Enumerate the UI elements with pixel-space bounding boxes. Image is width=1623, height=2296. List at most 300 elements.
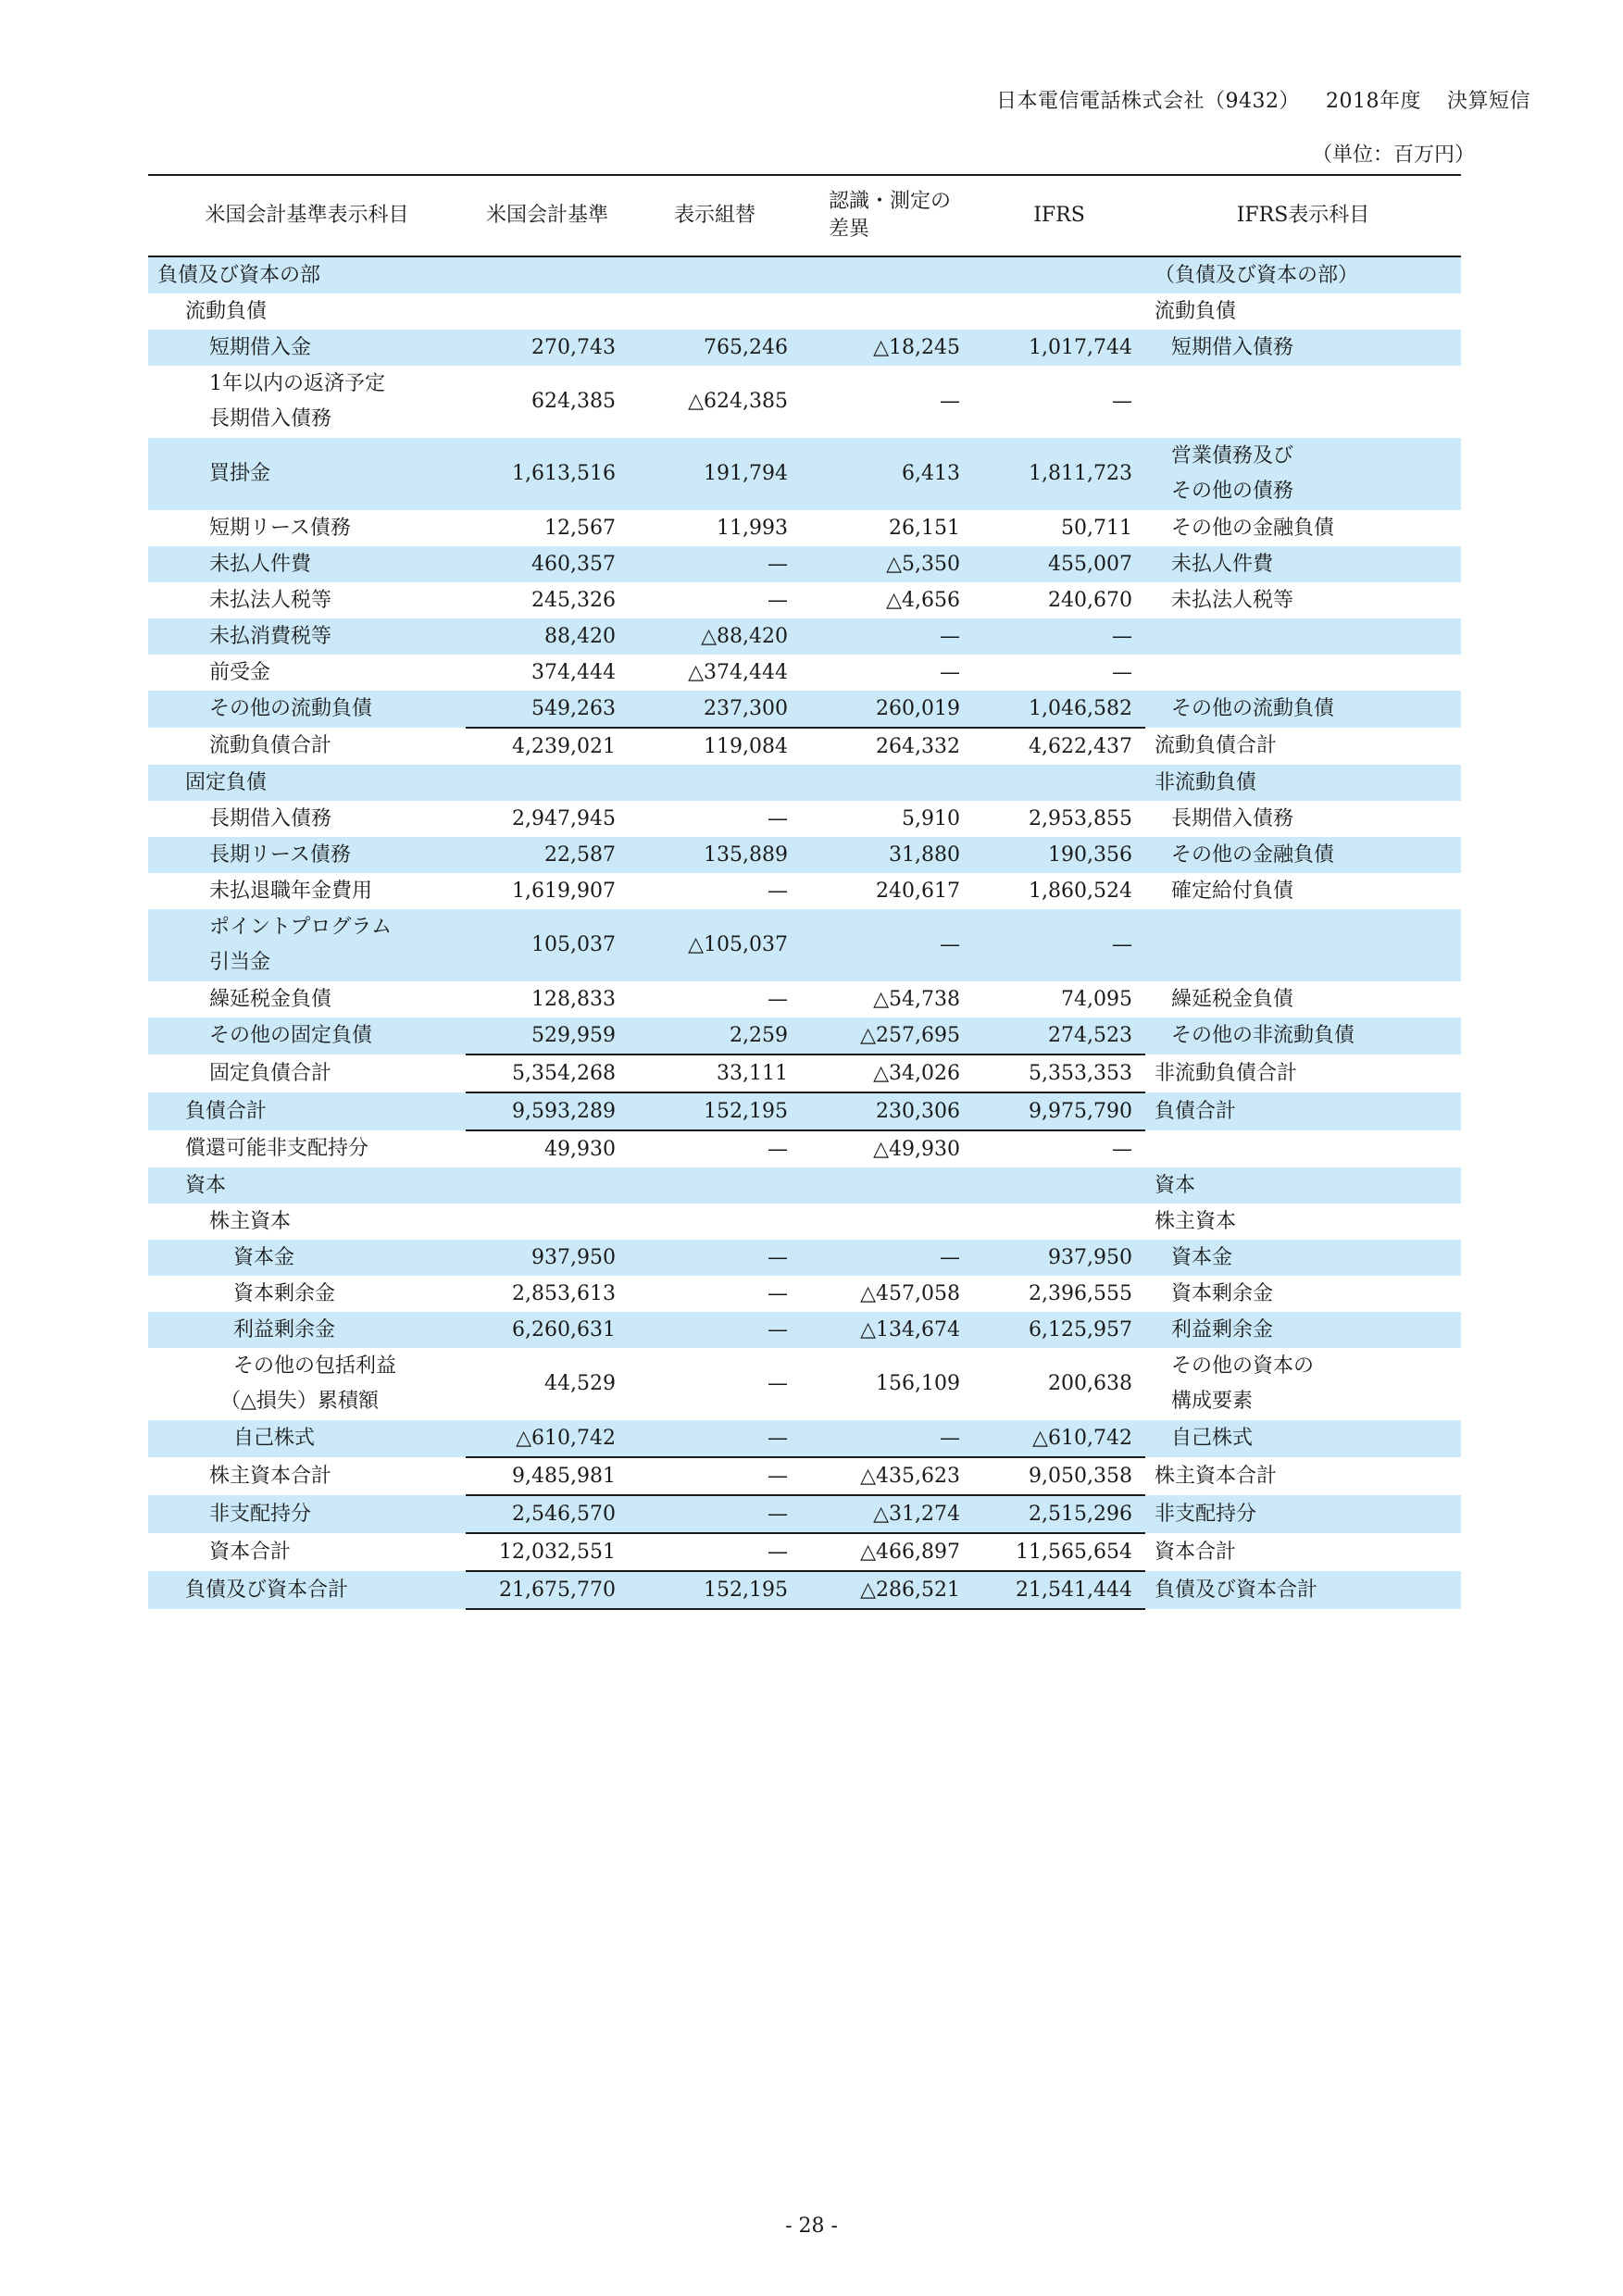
us-gaap-amount [466,256,629,293]
ifrs-amount: 21,541,444 [973,1571,1145,1609]
us-gaap-amount [466,765,629,801]
ifrs-item-cell [1145,1571,1461,1609]
ifrs-item-cell [1145,618,1461,655]
ifrs-amount: — [1112,660,1132,684]
recognition-diff-amount: — [940,660,960,684]
col-header-ifrs-item: IFRS表示科目 [1145,175,1461,256]
ifrs-amount: 2,396,555 [1029,1281,1132,1305]
us-gaap-item-label: 負債合計 [185,1099,268,1123]
us-gaap-item-cell [148,1054,466,1092]
us-gaap-amount: 9,593,289 [466,1092,629,1130]
recognition-diff-amount: 26,151 [889,516,960,540]
us-gaap-amount: 4,239,021 [466,728,629,765]
table-row [148,293,1461,330]
recognition-diff-amount: 31,880 [801,837,973,873]
us-gaap-item-label: 未払消費税等 [209,624,332,648]
reconciliation-table [148,174,1461,1610]
table-row [148,1240,1461,1276]
table-row [148,981,1461,1017]
us-gaap-item-cell [148,909,466,981]
us-gaap-item-cell [148,582,466,618]
table-row [148,582,1461,618]
reclass-amount: — [768,987,788,1011]
us-gaap-item-cell [148,1240,466,1276]
recognition-diff-amount [801,1204,973,1240]
ifrs-item-label: その他の資本の [1171,1354,1315,1378]
us-gaap-item-label: 長期リース債務 [209,842,351,867]
table-row [148,438,1461,510]
ifrs-amount: — [1112,390,1132,413]
ifrs-item-label: 株主資本 [1155,1209,1237,1233]
table-row [148,691,1461,728]
us-gaap-item-cell [148,1167,466,1204]
us-gaap-item-label: 償還可能非支配持分 [185,1137,369,1160]
table-row [148,1348,1461,1420]
us-gaap-item-label: ポイントプログラム [209,916,393,939]
col-header-us-gaap: 米国会計基準 [466,175,629,256]
table-row [148,1204,1461,1240]
ifrs-item-label: （負債及び資本の部） [1155,263,1359,287]
ifrs-amount: 937,950 [973,1240,1145,1276]
reclass-amount: — [629,1495,801,1533]
company-name: 日本電信電話株式会社（9432） [995,90,1300,113]
us-gaap-item-cell [148,1420,466,1457]
reclass-amount: 152,195 [629,1571,801,1609]
us-gaap-item-label: 負債及び資本合計 [185,1578,349,1602]
table-row [148,1130,1461,1167]
ifrs-amount: 1,017,744 [973,330,1145,366]
us-gaap-item-cell [148,1312,466,1348]
reclass-amount: 152,195 [629,1092,801,1130]
ifrs-item-label: 流動負債合計 [1155,734,1278,757]
us-gaap-item-label-line2: 引当金 [209,951,271,974]
ifrs-amount: 9,975,790 [973,1092,1145,1130]
us-gaap-item-label: 未払退職年金費用 [209,879,373,903]
recognition-diff-amount: — [801,618,973,655]
ifrs-amount: 2,515,296 [973,1495,1145,1533]
us-gaap-amount: 374,444 [531,660,616,684]
ifrs-item-label-line2: 構成要素 [1171,1390,1254,1413]
us-gaap-item-cell [148,618,466,655]
ifrs-amount [973,256,1145,293]
ifrs-item-label: 営業債務及び [1171,444,1294,468]
reclass-amount: 191,794 [629,438,801,510]
col-header-recognition [801,175,973,256]
us-gaap-item-label: 資本剰余金 [233,1281,336,1305]
recognition-diff-amount: 5,910 [902,806,960,830]
ifrs-item-cell [1145,510,1461,546]
ifrs-amount [973,1167,1145,1204]
ifrs-amount: 190,356 [973,837,1145,873]
recognition-diff-amount: △286,521 [801,1571,973,1609]
us-gaap-amount: 460,357 [466,546,629,582]
ifrs-item-cell [1145,1167,1461,1204]
recognition-diff-amount: △466,897 [801,1533,973,1571]
reclass-amount: — [768,806,788,830]
ifrs-item-cell [1145,1533,1461,1571]
us-gaap-item-label: 非支配持分 [209,1502,312,1526]
reclass-amount [629,256,801,293]
table-row [148,366,1461,438]
reclass-amount: △105,037 [629,909,801,981]
us-gaap-amount: 2,947,945 [512,806,616,830]
ifrs-item-cell [1145,1312,1461,1348]
table-body [148,256,1461,1609]
us-gaap-item-label: 株主資本合計 [209,1464,332,1488]
reclass-amount: 11,993 [717,516,788,540]
ifrs-amount: 74,095 [1061,987,1132,1011]
recognition-diff-amount: — [801,909,973,981]
ifrs-item-cell [1145,1240,1461,1276]
us-gaap-amount: 937,950 [466,1240,629,1276]
table-row [148,873,1461,909]
reclass-amount: 237,300 [629,691,801,728]
ifrs-item-label: 非支配持分 [1155,1502,1257,1526]
ifrs-item-cell [1145,728,1461,765]
us-gaap-amount: △610,742 [466,1420,629,1457]
reclass-amount: — [629,546,801,582]
ifrs-amount: 1,860,524 [1029,879,1132,903]
ifrs-item-label: その他の金融負債 [1171,516,1335,540]
ifrs-item-label: 短期借入債務 [1171,335,1294,359]
us-gaap-amount: 49,930 [466,1130,629,1167]
ifrs-amount: △610,742 [973,1420,1145,1457]
table-row [148,510,1461,546]
ifrs-item-label: 資本剰余金 [1171,1281,1274,1305]
us-gaap-amount: 22,587 [466,837,629,873]
col-header-recognition-line1: 認識・測定の [829,190,952,213]
table-row [148,1312,1461,1348]
us-gaap-item-cell [148,330,466,366]
recognition-diff-amount: △18,245 [801,330,973,366]
us-gaap-item-label: 負債及び資本の部 [157,263,321,287]
recognition-diff-amount: 264,332 [801,728,973,765]
ifrs-item-label: 確定給付負債 [1171,879,1294,903]
ifrs-item-cell [1145,837,1461,873]
table-row [148,1571,1461,1609]
table-row [148,1092,1461,1130]
ifrs-item-label: 負債及び資本合計 [1155,1578,1318,1602]
ifrs-amount [973,293,1145,330]
recognition-diff-amount: △34,026 [801,1054,973,1092]
us-gaap-item-label: 未払法人税等 [209,588,332,612]
us-gaap-amount: 6,260,631 [466,1312,629,1348]
us-gaap-amount: 105,037 [466,909,629,981]
us-gaap-item-label: 流動負債合計 [209,734,332,757]
reclass-amount: 119,084 [629,728,801,765]
ifrs-item-label: 自己株式 [1171,1427,1254,1450]
reclass-amount: — [629,1457,801,1495]
us-gaap-item-cell [148,546,466,582]
us-gaap-amount [466,293,629,330]
us-gaap-item-label: 1年以内の返済予定 [209,372,385,395]
recognition-diff-amount: △4,656 [886,588,960,612]
ifrs-amount: 1,046,582 [973,691,1145,728]
us-gaap-item-cell [148,1457,466,1495]
ifrs-item-cell [1145,909,1461,981]
reclass-amount: — [629,1533,801,1571]
recognition-diff-amount: 156,109 [876,1372,960,1395]
us-gaap-item-cell [148,1204,466,1240]
ifrs-amount [973,765,1145,801]
ifrs-item-label: 非流動負債 [1155,770,1257,794]
ifrs-item-label: 負債合計 [1155,1099,1237,1123]
us-gaap-item-label: 株主資本 [209,1209,292,1233]
us-gaap-item-cell [148,801,466,837]
us-gaap-amount: 270,743 [466,330,629,366]
us-gaap-item-label: その他の流動負債 [209,697,373,720]
ifrs-amount: 274,523 [973,1017,1145,1054]
us-gaap-amount: 12,567 [544,516,616,540]
reclass-amount: — [768,1372,788,1395]
ifrs-amount: 200,638 [1048,1372,1132,1395]
ifrs-amount: — [973,1130,1145,1167]
us-gaap-item-cell [148,1276,466,1312]
ifrs-item-label: その他の金融負債 [1171,842,1335,867]
ifrs-item-label: 資本合計 [1155,1540,1237,1564]
ifrs-item-cell [1145,1348,1461,1420]
ifrs-item-cell [1145,1092,1461,1130]
page-number: - 28 - [785,2215,838,2238]
us-gaap-item-cell [148,1533,466,1571]
ifrs-amount: 4,622,437 [973,728,1145,765]
table-row [148,655,1461,691]
recognition-diff-amount: △134,674 [801,1312,973,1348]
ifrs-item-cell [1145,1017,1461,1054]
us-gaap-amount: 624,385 [531,390,616,413]
reclass-amount: △624,385 [688,390,788,413]
recognition-diff-amount: △31,274 [801,1495,973,1533]
us-gaap-item-label: 買掛金 [209,462,271,485]
ifrs-amount: 455,007 [973,546,1145,582]
us-gaap-amount: 1,613,516 [466,438,629,510]
reclass-amount: 765,246 [629,330,801,366]
table-row [148,618,1461,655]
recognition-diff-amount [801,1167,973,1204]
document-type: 決算短信 [1446,90,1530,113]
us-gaap-item-label: 短期借入金 [209,335,312,359]
us-gaap-item-cell [148,873,466,909]
ifrs-item-label: その他の流動負債 [1171,697,1335,720]
document-header [970,85,1530,114]
ifrs-item-label: 資本 [1155,1173,1196,1197]
ifrs-amount: 50,711 [1061,516,1132,540]
recognition-diff-amount: 6,413 [801,438,973,510]
table-row [148,1457,1461,1495]
us-gaap-amount: 2,546,570 [466,1495,629,1533]
col-header-ifrs: IFRS [973,175,1145,256]
us-gaap-item-cell [148,438,466,510]
ifrs-item-cell [1145,1495,1461,1533]
ifrs-item-cell [1145,691,1461,728]
reclass-amount: — [629,1240,801,1276]
ifrs-item-cell [1145,801,1461,837]
us-gaap-item-label-line2: （△損失）累積額 [220,1390,379,1413]
col-header-recognition-line2: 差異 [829,218,870,241]
col-header-us-item: 米国会計基準表示科目 [148,175,466,256]
ifrs-item-cell [1145,873,1461,909]
us-gaap-item-cell [148,366,466,438]
reclass-amount [629,293,801,330]
ifrs-amount: 6,125,957 [973,1312,1145,1348]
reclass-amount [629,1167,801,1204]
ifrs-amount: 1,811,723 [973,438,1145,510]
ifrs-item-cell [1145,1457,1461,1495]
us-gaap-amount: 12,032,551 [466,1533,629,1571]
reclass-amount: 33,111 [629,1054,801,1092]
us-gaap-item-label: 固定負債合計 [209,1061,332,1085]
reclass-amount: — [768,588,788,612]
ifrs-item-cell [1145,293,1461,330]
reclass-amount: — [629,1312,801,1348]
reclass-amount [629,1204,801,1240]
ifrs-item-cell [1145,330,1461,366]
reclass-amount: 2,259 [629,1017,801,1054]
recognition-diff-amount [801,765,973,801]
reclass-amount [629,765,801,801]
ifrs-item-label: 繰延税金負債 [1171,987,1294,1011]
us-gaap-amount: 1,619,907 [512,879,616,903]
us-gaap-amount: 549,263 [466,691,629,728]
us-gaap-amount: 128,833 [531,987,616,1011]
ifrs-item-cell [1145,1420,1461,1457]
us-gaap-item-cell [148,1495,466,1533]
us-gaap-item-label: 固定負債 [185,770,268,794]
table-row [148,765,1461,801]
table-row [148,728,1461,765]
ifrs-item-cell [1145,366,1461,438]
ifrs-amount: 5,353,353 [973,1054,1145,1092]
us-gaap-item-cell [148,510,466,546]
table-header-row [148,175,1461,256]
table-row [148,1533,1461,1571]
table-row [148,546,1461,582]
recognition-diff-amount: △49,930 [801,1130,973,1167]
reclass-amount: — [629,1130,801,1167]
recognition-diff-amount: — [940,390,960,413]
ifrs-amount: 11,565,654 [973,1533,1145,1571]
us-gaap-item-label: その他の固定負債 [209,1024,373,1047]
table-row [148,1420,1461,1457]
recognition-diff-amount: 240,617 [876,879,960,903]
us-gaap-item-cell [148,981,466,1017]
us-gaap-amount: 2,853,613 [512,1281,616,1305]
table-row [148,330,1461,366]
us-gaap-item-label: 流動負債 [185,299,268,323]
table-row [148,1276,1461,1312]
us-gaap-item-cell [148,1348,466,1420]
recognition-diff-amount: 230,306 [801,1092,973,1130]
ifrs-amount: — [973,618,1145,655]
ifrs-item-label: 流動負債 [1155,299,1237,323]
us-gaap-amount: 21,675,770 [466,1571,629,1609]
us-gaap-item-label: 前受金 [209,660,271,684]
us-gaap-amount [466,1204,629,1240]
recognition-diff-amount: △257,695 [801,1017,973,1054]
recognition-diff-amount: — [801,1240,973,1276]
us-gaap-item-label: 資本金 [233,1245,295,1269]
us-gaap-item-cell [148,728,466,765]
reclass-amount: — [768,1281,788,1305]
us-gaap-item-cell [148,655,466,691]
ifrs-item-cell [1145,981,1461,1017]
us-gaap-item-cell [148,691,466,728]
us-gaap-item-label: その他の包括利益 [233,1354,397,1378]
table-row [148,909,1461,981]
table-row [148,1167,1461,1204]
us-gaap-item-cell [148,1130,466,1167]
table-row [148,801,1461,837]
fiscal-period: 2018年度 [1325,90,1421,113]
ifrs-item-label: 資本金 [1171,1245,1233,1269]
recognition-diff-amount: — [801,1420,973,1457]
ifrs-amount: — [973,909,1145,981]
ifrs-amount: 9,050,358 [973,1457,1145,1495]
table-row [148,1495,1461,1533]
us-gaap-item-cell [148,256,466,293]
ifrs-item-cell [1145,765,1461,801]
ifrs-item-label: その他の非流動負債 [1171,1024,1355,1047]
us-gaap-item-cell [148,293,466,330]
reclass-amount: 135,889 [629,837,801,873]
us-gaap-item-cell [148,1017,466,1054]
ifrs-item-cell [1145,655,1461,691]
ifrs-item-cell [1145,582,1461,618]
ifrs-item-label: 未払法人税等 [1171,588,1294,612]
ifrs-item-label: 利益剰余金 [1171,1317,1274,1341]
ifrs-item-cell [1145,1204,1461,1240]
ifrs-item-cell [1145,1130,1461,1167]
reclass-amount: △88,420 [629,618,801,655]
us-gaap-item-label: 繰延税金負債 [209,987,332,1011]
ifrs-item-cell [1145,546,1461,582]
ifrs-item-label-line2: その他の債務 [1171,480,1294,503]
us-gaap-item-label: 資本合計 [209,1540,292,1564]
us-gaap-item-label: 利益剰余金 [233,1317,336,1341]
ifrs-amount: 240,670 [1048,588,1132,612]
reclass-amount: — [768,879,788,903]
ifrs-item-cell [1145,256,1461,293]
reclass-amount: — [629,1420,801,1457]
us-gaap-amount: 529,959 [466,1017,629,1054]
us-gaap-amount [466,1167,629,1204]
unit-note: （単位：百万円） [1311,144,1475,167]
us-gaap-item-label: 自己株式 [233,1427,316,1450]
us-gaap-item-label: 未払人件費 [209,552,312,576]
ifrs-item-label: 長期借入債務 [1171,806,1294,830]
ifrs-item-label: 未払人件費 [1171,552,1274,576]
us-gaap-amount: 9,485,981 [466,1457,629,1495]
recognition-diff-amount [801,256,973,293]
ifrs-item-label: 非流動負債合計 [1155,1061,1298,1085]
us-gaap-item-cell [148,765,466,801]
us-gaap-item-cell [148,1571,466,1609]
recognition-diff-amount: △435,623 [801,1457,973,1495]
us-gaap-item-label: 長期借入債務 [209,806,332,830]
ifrs-amount [973,1204,1145,1240]
recognition-diff-amount: △457,058 [860,1281,960,1305]
us-gaap-amount: 245,326 [531,588,616,612]
recognition-diff-amount: △54,738 [873,987,960,1011]
table-row [148,1017,1461,1054]
reclass-amount: △374,444 [688,660,788,684]
ifrs-amount: 2,953,855 [1029,806,1132,830]
us-gaap-item-cell [148,837,466,873]
ifrs-item-cell [1145,438,1461,510]
col-header-reclass: 表示組替 [629,175,801,256]
us-gaap-amount: 44,529 [544,1372,616,1395]
us-gaap-amount: 88,420 [466,618,629,655]
